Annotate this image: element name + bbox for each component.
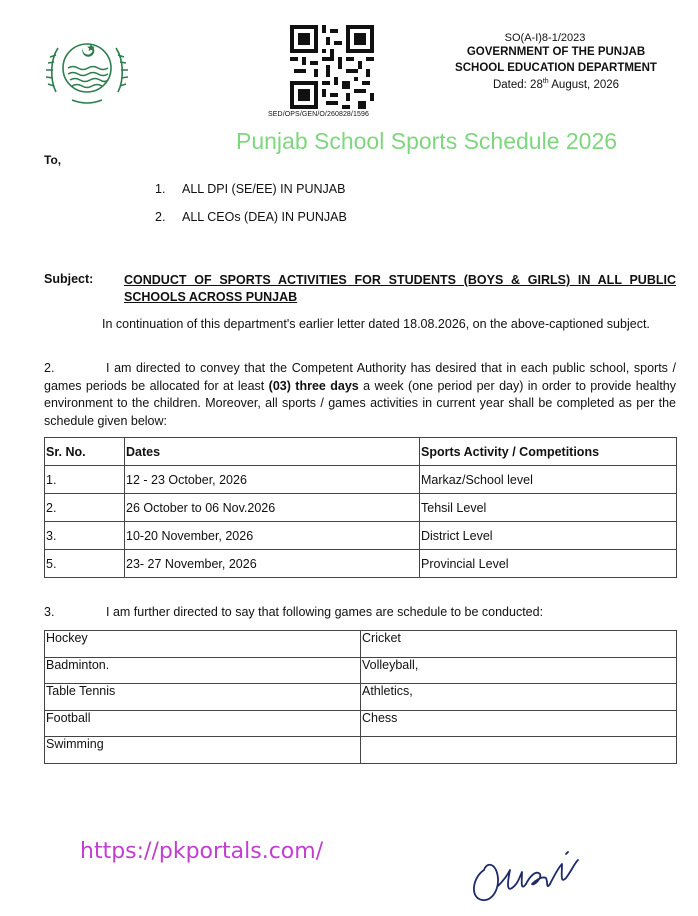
games-table [44, 630, 677, 764]
addressee-number: 2. [155, 210, 166, 224]
signature-icon [462, 840, 602, 910]
letter-date [440, 78, 672, 91]
punjab-government-logo-icon [42, 30, 132, 110]
table-cell: 1. [45, 466, 125, 494]
schedule-header-cell: Sports Activity / Competitions [420, 438, 677, 466]
schedule-header-row [45, 438, 677, 466]
watermark-url[interactable]: https://pkportals.com/ [80, 839, 324, 864]
to-label: To, [44, 153, 62, 167]
government-heading: GOVERNMENT OF THE PUNJAB [466, 46, 646, 58]
table-row [45, 631, 677, 658]
game-cell [361, 737, 677, 764]
table-cell: Provincial Level [420, 550, 677, 578]
table-row [45, 550, 677, 578]
table-row [45, 710, 677, 737]
game-cell: Volleyball, [361, 657, 677, 684]
table-cell: District Level [420, 522, 677, 550]
reference-number: SO(A-I)8-1/2023 [504, 32, 586, 44]
game-cell: Table Tennis [45, 684, 361, 711]
table-row [45, 657, 677, 684]
table-cell: 12 - 23 October, 2026 [125, 466, 420, 494]
addressee-text: ALL DPI (SE/EE) IN PUNJAB [182, 182, 346, 196]
schedule-header-cell: Dates [125, 438, 420, 466]
paragraph-3 [44, 605, 543, 619]
paragraph-3-text: I am further directed to say that following games are schedule to be conducted: [106, 605, 544, 619]
table-row [45, 684, 677, 711]
game-cell: Hockey [45, 631, 361, 658]
table-cell: 10-20 November, 2026 [125, 522, 420, 550]
game-cell: Football [45, 710, 361, 737]
paragraph-number: 2. [44, 361, 55, 375]
table-row [45, 737, 677, 764]
department-heading: SCHOOL EDUCATION DEPARTMENT [455, 62, 657, 74]
date-prefix: Dated: 28 [492, 78, 543, 91]
game-cell: Athletics, [361, 684, 677, 711]
table-cell: Markaz/School level [420, 466, 677, 494]
paragraph-2 [44, 360, 676, 430]
paragraph-number: 3. [44, 605, 55, 619]
schedule-table [44, 437, 677, 578]
game-cell: Badminton. [45, 657, 361, 684]
addressee-item [155, 210, 347, 224]
addressee-number: 1. [155, 182, 166, 196]
date-suffix-sup: th [542, 78, 549, 85]
paragraph-2-text-a: I am directed to convey that the Competent Authority has desired that in each public school, sports / games periods be allocated for at least [44, 361, 676, 393]
schedule-header-cell: Sr. No. [45, 438, 125, 466]
paragraph-2-bold: (03) three days [268, 378, 359, 393]
game-cell: Cricket [361, 631, 677, 658]
subject-label: Subject: [44, 272, 94, 286]
addressee-item [155, 182, 345, 196]
game-cell: Chess [361, 710, 677, 737]
qr-reference-code: SED/OPS/GEN/O/260828/1596 [268, 111, 369, 118]
table-row [45, 466, 677, 494]
table-row [45, 494, 677, 522]
table-cell: 23- 27 November, 2026 [125, 550, 420, 578]
paragraph-1: In continuation of this department's earlier letter dated 18.08.2026, on the above-captioned subject. [102, 317, 650, 331]
qr-code-icon [290, 25, 374, 109]
addressee-text: ALL CEOs (DEA) IN PUNJAB [182, 210, 347, 224]
subject-text: CONDUCT OF SPORTS ACTIVITIES FOR STUDENTS (BOYS & GIRLS) IN ALL PUBLIC SCHOOLS ACROSS PUNJAB [124, 273, 676, 304]
game-cell: Swimming [45, 737, 361, 764]
overlay-title: Punjab School Sports Schedule 2026 [236, 128, 618, 154]
table-cell: 3. [45, 522, 125, 550]
table-cell: 26 October to 06 Nov.2026 [125, 494, 420, 522]
table-row [45, 522, 677, 550]
paragraph-2-text-b: a week (one period per day) in order to provide healthy environment to the children. Moreover, all sports / games activities in current year shall be completed as per the schedule given below: [44, 378, 677, 428]
table-cell: 2. [45, 494, 125, 522]
table-cell: Tehsil Level [420, 494, 677, 522]
table-cell: 5. [45, 550, 125, 578]
date-suffix: August, 2026 [548, 78, 620, 91]
